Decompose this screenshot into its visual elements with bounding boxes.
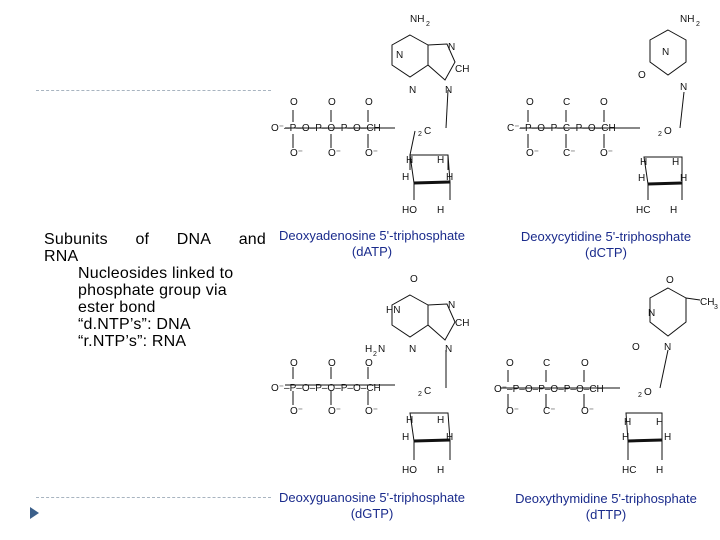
svg-text:NH: NH <box>410 14 425 25</box>
svg-text:O⁻: O⁻ <box>328 406 342 417</box>
svg-text:C⁻: C⁻ <box>563 148 576 159</box>
svg-text:H: H <box>680 173 688 184</box>
dgtp-abbr: (dGTP) <box>350 506 394 521</box>
svg-text:O⁻: O⁻ <box>290 406 304 417</box>
svg-text:H: H <box>437 155 445 166</box>
svg-text:O: O <box>644 387 652 398</box>
svg-text:HN: HN <box>386 305 401 316</box>
svg-text:C: C <box>424 126 432 137</box>
svg-text:H: H <box>624 417 632 428</box>
svg-text:H: H <box>664 432 672 443</box>
svg-text:N: N <box>648 308 656 319</box>
svg-text:HO: HO <box>402 205 417 216</box>
dttp-caption <box>506 491 706 523</box>
svg-text:N: N <box>409 344 417 355</box>
svg-text:O: O <box>290 97 298 108</box>
svg-text:N: N <box>662 47 670 58</box>
svg-text:H: H <box>640 157 648 168</box>
svg-text:N: N <box>409 85 417 96</box>
svg-text:H: H <box>670 205 678 216</box>
dttp-name: Deoxythymidine 5'-triphosphate <box>515 491 697 506</box>
svg-text:O: O <box>410 274 418 285</box>
svg-text:N: N <box>448 300 456 311</box>
svg-text:O: O <box>506 358 514 369</box>
svg-text:O⁻: O⁻ <box>328 148 342 159</box>
svg-text:3: 3 <box>714 304 718 311</box>
word-and: and <box>238 231 266 248</box>
svg-text:O⁻: O⁻ <box>290 148 304 159</box>
sub-bullet-4: “d.NTP’s”: DNA <box>78 316 191 333</box>
svg-text:O: O <box>632 342 640 353</box>
svg-text:H: H <box>406 415 414 426</box>
svg-text:O: O <box>600 97 608 108</box>
svg-text:N: N <box>448 42 456 53</box>
dgtp-caption <box>272 490 472 522</box>
svg-text:H: H <box>402 432 410 443</box>
svg-text:2: 2 <box>696 21 700 28</box>
svg-text:N: N <box>664 342 672 353</box>
svg-text:O: O <box>365 358 373 369</box>
svg-text:C⁻: C⁻ <box>543 406 556 417</box>
word-subunits: Subunits <box>44 231 108 248</box>
svg-text:C⁻–P–O–P–C–P–O–CH: C⁻–P–O–P–C–P–O–CH <box>507 123 616 134</box>
svg-text:H: H <box>656 417 664 428</box>
svg-text:O: O <box>328 97 336 108</box>
sub-bullet-5: “r.NTP’s”: RNA <box>78 333 187 350</box>
svg-text:2: 2 <box>418 131 422 138</box>
svg-text:CH: CH <box>455 64 470 75</box>
svg-text:HC: HC <box>636 205 651 216</box>
svg-text:O: O <box>664 126 672 137</box>
svg-text:H: H <box>437 415 445 426</box>
svg-text:O: O <box>666 275 674 286</box>
dgtp-name: Deoxyguanosine 5'-triphosphate <box>278 490 466 505</box>
svg-text:C: C <box>424 386 432 397</box>
svg-text:H: H <box>638 173 646 184</box>
svg-text:O: O <box>526 97 534 108</box>
svg-text:O⁻: O⁻ <box>365 406 379 417</box>
svg-text:N: N <box>680 82 688 93</box>
svg-text:O⁻–P–O–P–O–P–O–CH: O⁻–P–O–P–O–P–O–CH <box>271 123 381 134</box>
svg-text:2: 2 <box>418 391 422 398</box>
svg-text:C: C <box>563 97 571 108</box>
dctp-caption <box>506 229 706 261</box>
svg-text:O: O <box>365 97 373 108</box>
word-of: of <box>135 231 150 248</box>
svg-text:C: C <box>543 358 551 369</box>
svg-text:O⁻–P–O–P–O–P–O–CH: O⁻–P–O–P–O–P–O–CH <box>271 383 381 394</box>
svg-text:2: 2 <box>426 21 430 28</box>
svg-text:H: H <box>402 172 410 183</box>
svg-text:H: H <box>437 465 445 476</box>
word-dna: DNA <box>176 231 212 248</box>
svg-text:O⁻: O⁻ <box>581 406 595 417</box>
svg-text:O: O <box>328 358 336 369</box>
bullet-line-2: RNA <box>44 248 79 265</box>
svg-text:HC: HC <box>622 465 637 476</box>
svg-text:O⁻–P–O–P–O–P–O–CH: O⁻–P–O–P–O–P–O–CH <box>494 384 604 395</box>
svg-text:H: H <box>406 155 414 166</box>
svg-text:O⁻: O⁻ <box>365 148 379 159</box>
svg-text:H: H <box>672 157 680 168</box>
sub-bullet-1: Nucleosides linked to <box>78 265 234 282</box>
svg-text:HO: HO <box>402 465 417 476</box>
svg-text:N: N <box>378 344 386 355</box>
datp-abbr: (dATP) <box>351 244 393 259</box>
datp-name: Deoxyadenosine 5'-triphosphate <box>278 228 466 243</box>
svg-text:CH: CH <box>455 318 470 329</box>
svg-text:N: N <box>445 85 453 96</box>
dctp-abbr: (dCTP) <box>585 245 627 260</box>
svg-text:O: O <box>581 358 589 369</box>
dctp-name: Deoxycytidine 5'-triphosphate <box>520 229 692 244</box>
sub-bullet-2: phosphate group via <box>78 282 227 299</box>
svg-text:H: H <box>656 465 664 476</box>
svg-text:H: H <box>446 432 454 443</box>
svg-text:H: H <box>365 344 373 355</box>
svg-text:O⁻: O⁻ <box>600 148 614 159</box>
svg-text:2: 2 <box>658 131 662 138</box>
svg-text:2: 2 <box>373 351 377 358</box>
svg-text:O: O <box>290 358 298 369</box>
svg-text:H: H <box>622 432 630 443</box>
svg-text:NH: NH <box>680 14 695 25</box>
svg-text:N: N <box>396 50 404 61</box>
svg-text:O⁻: O⁻ <box>506 406 520 417</box>
svg-text:O⁻: O⁻ <box>526 148 540 159</box>
svg-text:H: H <box>446 172 454 183</box>
datp-caption <box>272 228 472 260</box>
svg-text:N: N <box>445 344 453 355</box>
svg-text:2: 2 <box>638 392 642 399</box>
svg-text:CH: CH <box>700 297 715 308</box>
svg-text:H: H <box>437 205 445 216</box>
dttp-abbr: (dTTP) <box>585 507 627 522</box>
svg-text:O: O <box>638 70 646 81</box>
sub-bullet-3: ester bond <box>78 299 156 316</box>
